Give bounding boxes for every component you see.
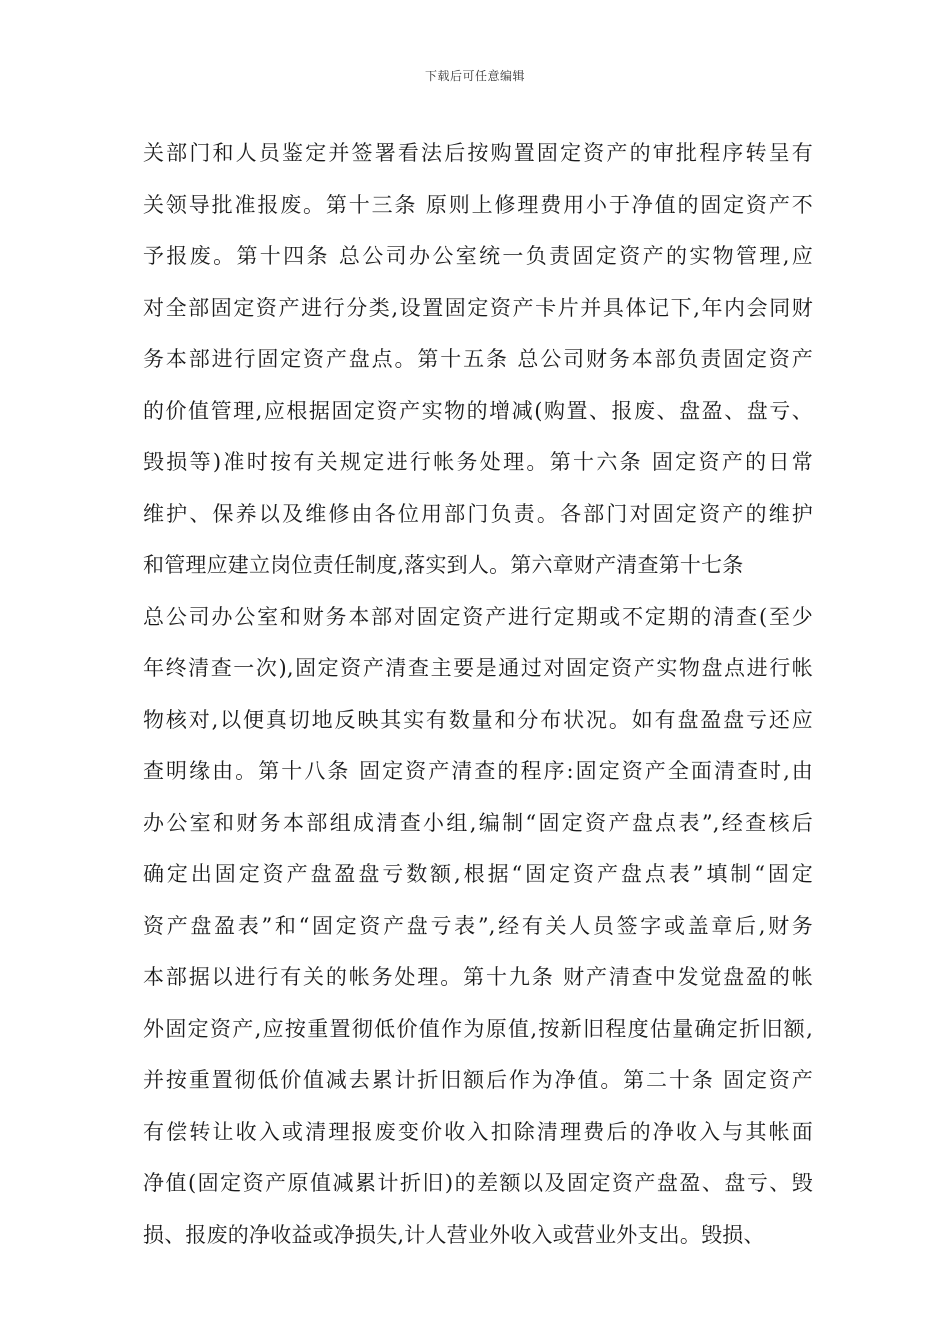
text-line: 毁损等)准时按有关规定进行帐务处理。第十六条 固定资产的日常 (143, 450, 813, 474)
text-line: 确定出固定资产盘盈盘亏数额,根据“固定资产盘点表”填制“固定 (143, 862, 813, 886)
text-line: 查明缘由。第十八条 固定资产清查的程序:固定资产全面清查时,由 (143, 759, 813, 783)
text-line: 年终清查一次),固定资产清查主要是通过对固定资产实物盘点进行帐 (143, 656, 813, 680)
text-line: 务本部进行固定资产盘点。第十五条 总公司财务本部负责固定资产 (143, 347, 813, 371)
text-line: 并按重置彻低价值减去累计折旧额后作为净值。第二十条 固定资产 (143, 1068, 813, 1092)
body-text (143, 128, 813, 1261)
text-line: 予报废。第十四条 总公司办公室统一负责固定资产的实物管理,应 (143, 244, 813, 268)
text-line: 和管理应建立岗位责任制度,落实到人。第六章财产清查第十七条 (143, 553, 744, 577)
text-line: 关领导批准报废。第十三条 原则上修理费用小于净值的固定资产不 (143, 192, 813, 217)
text-line: 资产盘盈表”和“固定资产盘亏表”,经有关人员签字或盖章后,财务 (143, 913, 813, 938)
text-line: 损、报废的净收益或净损失,计人营业外收入或营业外支出。毁损、 (143, 1222, 765, 1247)
text-line: 办公室和财务本部组成清查小组,编制“固定资产盘点表”,经查核后 (143, 810, 813, 835)
text-line: 的价值管理,应根据固定资产实物的增减(购置、报废、盘盈、盘亏、 (143, 398, 813, 423)
text-line: 净值(固定资产原值减累计折旧)的差额以及固定资产盘盈、盘亏、毁 (143, 1171, 813, 1195)
text-line: 有偿转让收入或清理报废变价收入扣除清理费后的净收入与其帐面 (143, 1119, 813, 1144)
text-line: 物核对,以便真切地反映其实有数量和分布状况。如有盘盈盘亏还应 (143, 707, 813, 732)
text-line: 总公司办公室和财务本部对固定资产进行定期或不定期的清查(至少 (143, 604, 813, 629)
text-line: 关部门和人员鉴定并签署看法后按购置固定资产的审批程序转呈有 (143, 141, 813, 165)
page-header: 下载后可任意编辑 (424, 69, 525, 83)
text-line: 维护、保养以及维修由各位用部门负责。各部门对固定资产的维护 (143, 501, 813, 526)
text-line: 本部据以进行有关的帐务处理。第十九条 财产清查中发觉盘盈的帐 (143, 965, 813, 989)
text-line: 外固定资产,应按重置彻低价值作为原值,按新旧程度估量确定折旧额, (143, 1016, 813, 1041)
text-line: 对全部固定资产进行分类,设置固定资产卡片并具体记下,年内会同财 (143, 295, 813, 320)
